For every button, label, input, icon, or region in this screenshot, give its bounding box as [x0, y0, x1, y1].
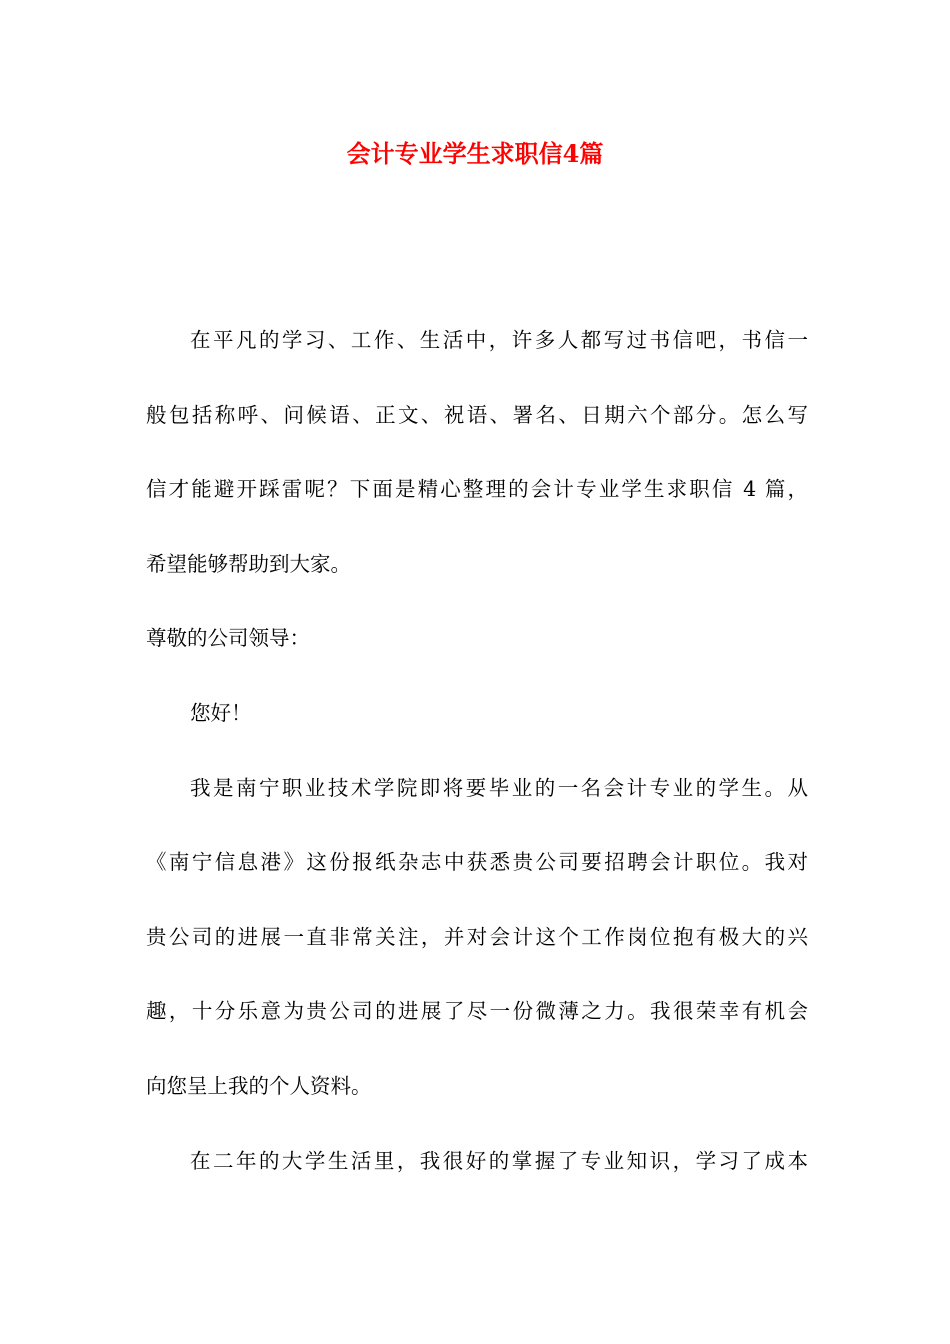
paragraph-line: 尊敬的公司领导：: [146, 626, 310, 651]
paragraph-line: 贵公司的进展一直非常关注，并对会计这个工作岗位抱有极大的兴: [146, 924, 808, 949]
paragraph-line: 信才能避开踩雷呢？下面是精心整理的会计专业学生求职信 4 篇，: [146, 477, 808, 502]
paragraph-line: 向您呈上我的个人资料。: [146, 1073, 372, 1098]
document-title: 会计专业学生求职信4篇: [346, 139, 604, 168]
paragraph-line: 希望能够帮助到大家。: [146, 551, 351, 576]
paragraph-line: 我是南宁职业技术学院即将要毕业的一名会计专业的学生。从: [190, 775, 808, 800]
paragraph-line: 般包括称呼、问候语、正文、祝语、署名、日期六个部分。怎么写: [146, 402, 808, 427]
paragraph-line: 在平凡的学习、工作、生活中，许多人都写过书信吧，书信一: [190, 328, 808, 352]
paragraph-line: 趣，十分乐意为贵公司的进展了尽一份微薄之力。我很荣幸有机会: [146, 999, 808, 1024]
paragraph-line: 在二年的大学生活里，我很好的掌握了专业知识，学习了成本: [190, 1148, 808, 1173]
paragraph-line: 《南宁信息港》这份报纸杂志中获悉贵公司要招聘会计职位。我对: [146, 850, 808, 875]
paragraph-line: 您好！: [190, 700, 252, 725]
document-body: [146, 318, 808, 1213]
